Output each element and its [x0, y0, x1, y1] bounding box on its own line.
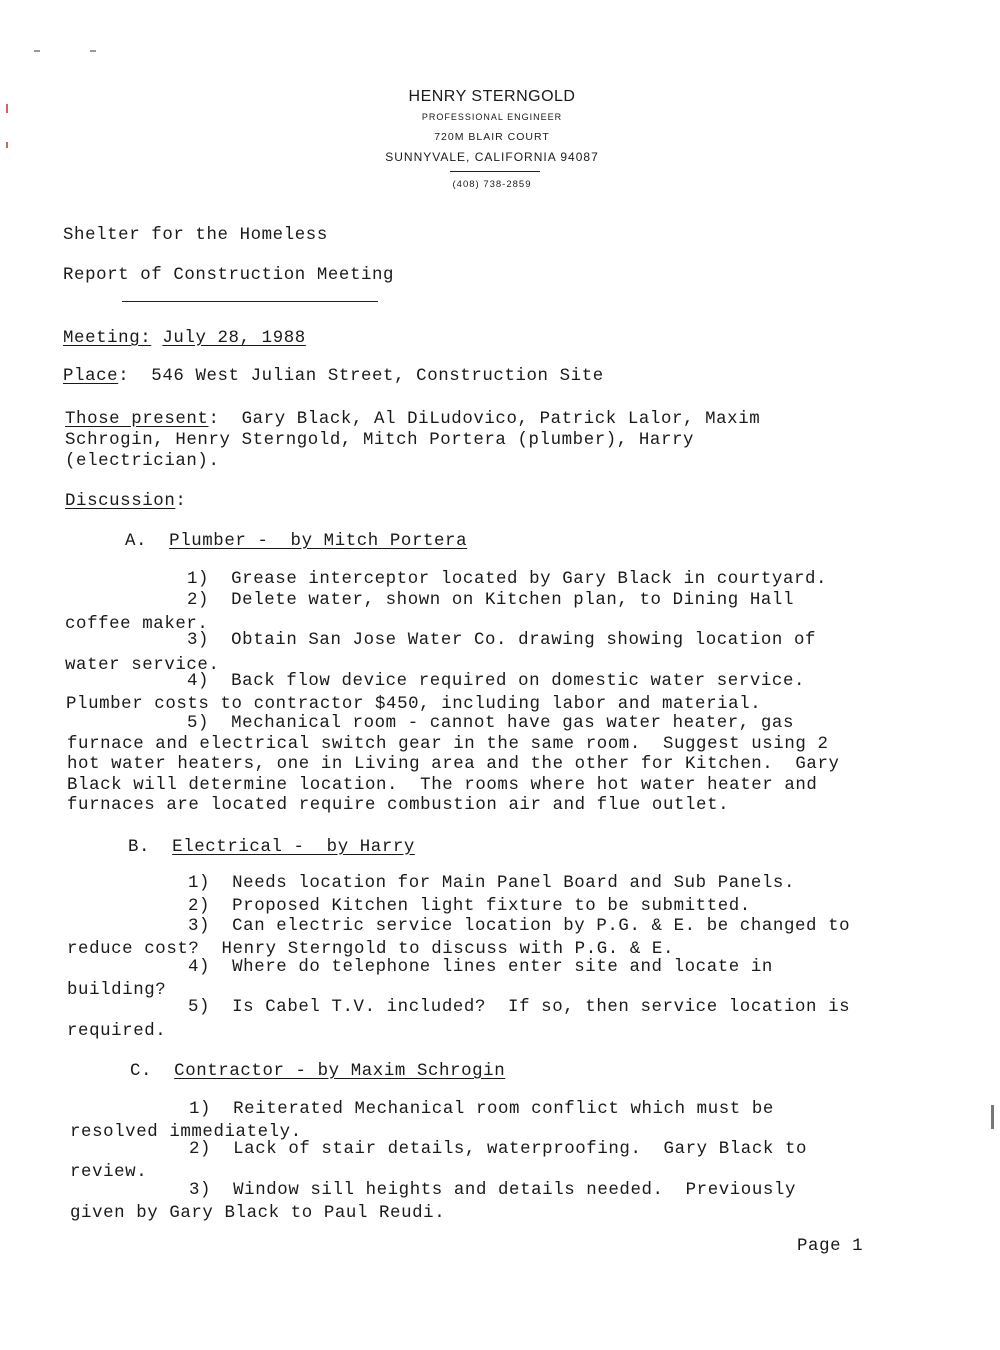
list-item: 2) Proposed Kitchen light fixture to be submitted. [188, 897, 751, 916]
place-value: : 546 West Julian Street, Construction Site [118, 367, 604, 386]
letterhead-divider [450, 171, 540, 172]
list-item: 4) Where do telephone lines enter site and locate in [188, 958, 773, 977]
list-item: 5) Mechanical room - cannot have gas water heater, gas [187, 714, 794, 733]
list-item: resolved immediately. [70, 1123, 302, 1142]
section-b-heading: B. Electrical - by Harry [128, 838, 415, 857]
meeting-label: Meeting: [63, 329, 152, 348]
section-c-heading: C. Contractor - by Maxim Schrogin [130, 1062, 506, 1081]
discussion-heading: Discussion: [65, 492, 187, 511]
list-item: Black will determine location. The rooms where hot water heater and [67, 776, 818, 795]
scan-mark [34, 50, 40, 52]
section-a-heading: A. Plumber - by Mitch Portera [125, 532, 468, 551]
list-item: water service. [65, 656, 220, 675]
list-item: reduce cost? Henry Sterngold to discuss with P.G. & E. [67, 940, 674, 959]
list-item: required. [67, 1022, 167, 1041]
letterhead-city: SUNNYVALE, CALIFORNIA 94087 [385, 150, 599, 164]
scan-mark [991, 1105, 994, 1129]
scan-mark [90, 50, 96, 52]
list-item: 4) Back flow device required on domestic water service. [187, 672, 806, 691]
project-title: Shelter for the Homeless [63, 226, 328, 245]
place-line [63, 367, 604, 387]
list-item: 3) Can electric service location by P.G. & E. be changed to [188, 917, 851, 936]
letterhead-phone: (408) 738-2859 [452, 179, 532, 190]
report-title: Report of Construction Meeting [63, 266, 395, 285]
list-item: review. [70, 1163, 148, 1182]
meeting-date: July 28, 1988 [162, 329, 306, 348]
list-item: building? [67, 981, 167, 1000]
present-label: Those present [65, 410, 209, 429]
list-item: 1) Needs location for Main Panel Board and Sub Panels. [188, 874, 795, 893]
title-divider [122, 301, 378, 302]
letterhead-address: 720M BLAIR COURT [434, 131, 550, 143]
list-item: 3) Window sill heights and details needed. Previously [189, 1181, 796, 1200]
list-item: 2) Lack of stair details, waterproofing. Gary Black to [189, 1140, 808, 1159]
present-line-2: Schrogin, Henry Sterngold, Mitch Portera (plumber), Harry [65, 431, 695, 450]
list-item: 2) Delete water, shown on Kitchen plan, to Dining Hall [187, 591, 794, 610]
list-item: 5) Is Cabel T.V. included? If so, then service location is [188, 998, 851, 1017]
list-item: 3) Obtain San Jose Water Co. drawing showing location of [187, 631, 817, 650]
place-label: Place [63, 367, 119, 386]
present-line-1: Those present: Gary Black, Al DiLudovico, Patrick Lalor, Maxim [65, 410, 761, 429]
list-item: 1) Reiterated Mechanical room conflict which must be [189, 1100, 774, 1119]
list-item: coffee maker. [65, 615, 209, 634]
list-item: furnaces are located require combustion air and flue outlet. [67, 796, 730, 815]
list-item: Plumber costs to contractor $450, including labor and material. [66, 695, 762, 714]
list-item: given by Gary Black to Paul Reudi. [70, 1204, 446, 1223]
page-number: Page 1 [797, 1237, 864, 1256]
meeting-line [63, 329, 306, 349]
list-item: 1) Grease interceptor located by Gary Black in courtyard. [187, 570, 828, 589]
list-item: furnace and electrical switch gear in the same room. Suggest using 2 [67, 735, 829, 754]
list-item: hot water heaters, one in Living area and the other for Kitchen. Gary [67, 755, 840, 774]
letterhead-name: HENRY STERNGOLD [408, 88, 576, 105]
present-line-3: (electrician). [65, 452, 220, 471]
letterhead-title: PROFESSIONAL ENGINEER [421, 112, 563, 122]
